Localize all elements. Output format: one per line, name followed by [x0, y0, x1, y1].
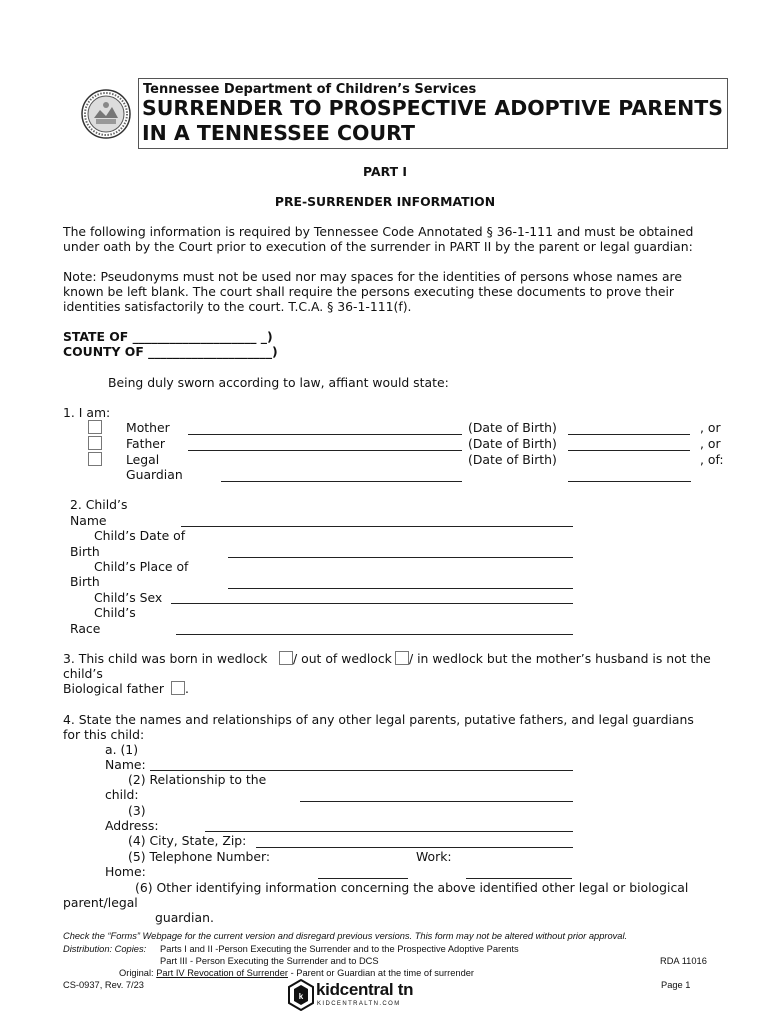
q4-address-label: (3): [128, 803, 146, 818]
kidcentral-hex-icon: [288, 979, 314, 1011]
q4-relationship-line[interactable]: [300, 801, 573, 802]
kidcentral-wordmark: kidcentral tn: [316, 980, 414, 999]
child-race-label-2: Race: [70, 621, 101, 636]
biological-father-checkbox[interactable]: [171, 681, 185, 695]
child-name-label-2: Name: [70, 513, 107, 528]
dob-line-2[interactable]: [568, 450, 690, 451]
q4-address-line[interactable]: [205, 831, 573, 832]
q4-parent-label: parent/legal: [63, 895, 138, 910]
dob-line-3[interactable]: [568, 481, 691, 482]
form-header: [138, 78, 728, 149]
option-father: Father: [126, 436, 166, 451]
section-heading: PRE-SURRENDER INFORMATION: [274, 194, 496, 209]
page-number: Page 1: [661, 980, 691, 990]
child-dob-label: Child’s Date of: [94, 528, 186, 543]
child-pob-line[interactable]: [228, 588, 573, 589]
q4-phone-label: (5) Telephone Number:: [128, 849, 271, 864]
out-of-wedlock-checkbox[interactable]: [395, 651, 409, 665]
q3-text-b: / out of wedlock: [293, 651, 392, 666]
child-name-line[interactable]: [181, 526, 573, 527]
footer-rda: RDA 11016: [660, 956, 707, 966]
q4-relationship-label-2: child:: [105, 787, 139, 802]
q4-name-line[interactable]: [150, 770, 573, 771]
option-guardian: Guardian: [126, 467, 183, 482]
footer-original-label: Original:: [119, 968, 154, 978]
county-of-field[interactable]: COUNTY OF ____________________): [63, 344, 278, 359]
form-title-line2: IN A TENNESSEE COURT: [142, 121, 415, 145]
in-wedlock-checkbox[interactable]: [279, 651, 293, 665]
note-line-1: Note: Pseudonyms must not be used nor may spaces for the identities of persons whose names are: [63, 269, 682, 284]
q4-city-label: (4) City, State, Zip:: [128, 833, 247, 848]
q4-line1: 4. State the names and relationships of any other legal parents, putative fathers, and legal guardians: [63, 712, 694, 727]
state-seal-image: [80, 88, 132, 140]
child-sex-line[interactable]: [171, 603, 573, 604]
father-checkbox[interactable]: [88, 436, 102, 450]
guardian-name-line[interactable]: [221, 481, 462, 482]
child-pob-label-2: Birth: [70, 574, 100, 589]
state-of-field[interactable]: STATE OF ____________________ _): [63, 329, 273, 344]
q4-other-label: (6) Other identifying information concerning the above identified other legal or biological: [135, 880, 689, 895]
q3-period: .: [185, 681, 189, 696]
legal-guardian-checkbox[interactable]: [88, 452, 102, 466]
q3-text-a: 3. This child was born in wedlock: [63, 651, 268, 666]
sworn-statement: Being duly sworn according to law, affiant would state:: [108, 375, 449, 390]
q4-name-label: a. (1): [105, 742, 139, 757]
q4-city-line[interactable]: [256, 847, 573, 848]
q3-text-c: / in wedlock but the mother’s husband is not the: [409, 651, 711, 666]
department-name: Tennessee Department of Children’s Services: [143, 82, 477, 97]
part-heading: PART I: [363, 164, 407, 179]
q4-line2: for this child:: [63, 727, 145, 742]
svg-text:k: k: [298, 992, 304, 1001]
form-title-line1: SURRENDER TO PROSPECTIVE ADOPTIVE PARENTS: [142, 96, 723, 120]
q3-text-line3: Biological father: [63, 681, 165, 696]
q1-label: 1. I am:: [63, 405, 111, 420]
option-mother: Mother: [126, 420, 170, 435]
q4-work-phone-line[interactable]: [466, 878, 572, 879]
footer-distribution-1: Parts I and II -Person Executing the Surrender and to the Prospective Adoptive Parents: [160, 944, 519, 954]
child-pob-label: Child’s Place of: [94, 559, 189, 574]
footer-distribution-2: Part III - Person Executing the Surrender and to DCS: [160, 956, 379, 966]
q4-work-label: Work:: [416, 849, 452, 864]
q4-name-label-2: Name:: [105, 757, 146, 772]
revocation-link[interactable]: Part IV Revocation of Surrender: [156, 968, 288, 978]
suffix-or-1: , or: [700, 420, 721, 435]
option-legal: Legal: [126, 452, 160, 467]
dob-label-1: (Date of Birth): [468, 420, 557, 435]
dob-label-2: (Date of Birth): [468, 436, 557, 451]
q4-relationship-label: (2) Relationship to the: [128, 772, 267, 787]
child-dob-line[interactable]: [228, 557, 573, 558]
q4-address-label-2: Address:: [105, 818, 159, 833]
footer-distribution-label: Distribution: Copies:: [63, 944, 147, 954]
child-sex-label: Child’s Sex: [94, 590, 163, 605]
intro-line-1: The following information is required by Tennessee Code Annotated § 36-1-111 and must be obtained: [63, 224, 694, 239]
q4-home-phone-line[interactable]: [318, 878, 408, 879]
intro-line-2: under oath by the Court prior to execution of the surrender in PART II by the parent or legal guardian:: [63, 239, 693, 254]
note-line-3: identities satisfactorily to the court. T.C.A. § 36-1-111(f).: [63, 299, 412, 314]
dob-line-1[interactable]: [568, 434, 690, 435]
mother-name-line[interactable]: [188, 434, 462, 435]
form-number: CS-0937, Rev. 7/23: [63, 980, 144, 990]
suffix-of: , of:: [700, 452, 724, 467]
footer-check-note: Check the “Forms” Webpage for the current version and disregard previous versions. This form may not be altered without prior approval.: [63, 931, 628, 941]
q4-home-label: Home:: [105, 864, 146, 879]
footer-original-rest: - Parent or Guardian at the time of surrender: [288, 968, 475, 978]
mother-checkbox[interactable]: [88, 420, 102, 434]
kidcentral-url: KIDCENTRALTN.COM: [317, 1001, 401, 1007]
kidcentral-logo: [288, 979, 418, 1013]
suffix-or-2: , or: [700, 436, 721, 451]
child-name-label: 2. Child’s: [70, 497, 128, 512]
q4-guardian-label: guardian.: [155, 910, 214, 925]
child-dob-label-2: Birth: [70, 544, 100, 559]
child-race-line[interactable]: [176, 634, 573, 635]
q3-text-line2: child’s: [63, 666, 103, 681]
father-name-line[interactable]: [188, 450, 462, 451]
child-race-label: Child’s: [94, 605, 136, 620]
note-line-2: known be left blank. The court shall require the persons executing these documents to prove their: [63, 284, 675, 299]
footer-original: [119, 968, 474, 979]
dob-label-3: (Date of Birth): [468, 452, 557, 467]
